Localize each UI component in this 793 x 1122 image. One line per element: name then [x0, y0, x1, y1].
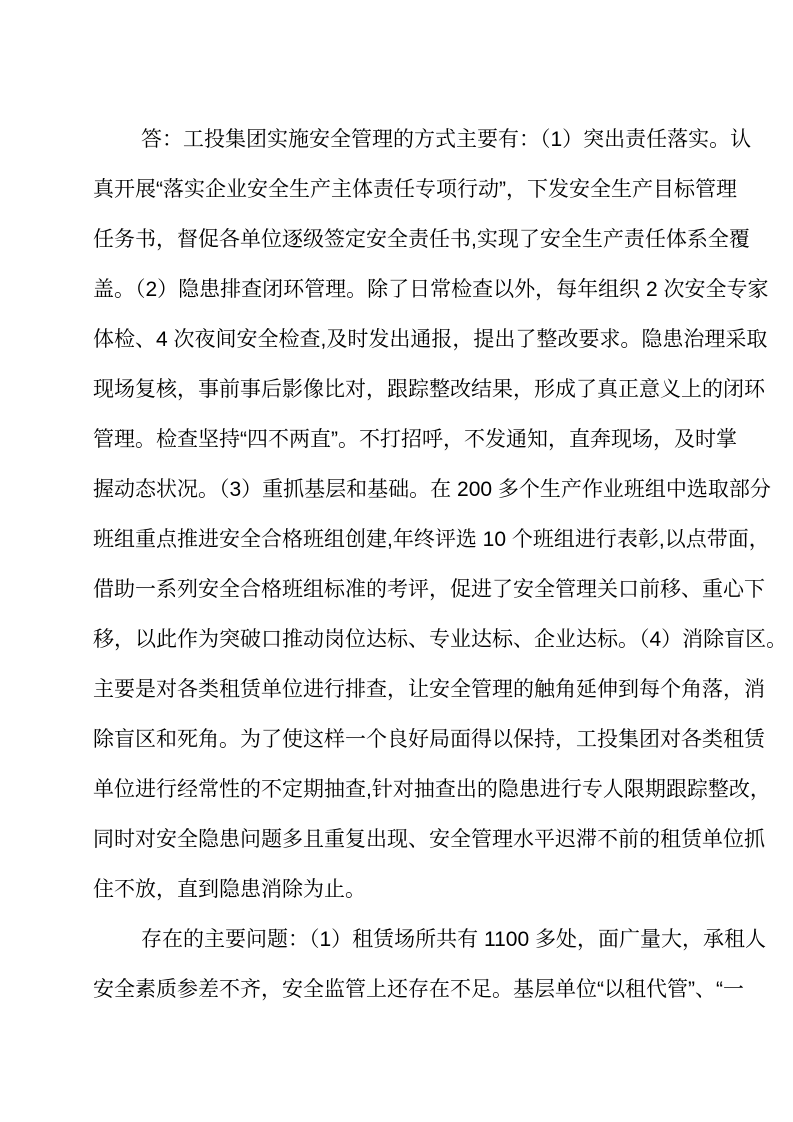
text-line: 握动态状况。（3）重抓基层和基础。在 200 多个生产作业班组中选取部分 — [93, 478, 771, 501]
text-line: 现场复核，事前事后影像比对，跟踪整改结果，形成了真正意义上的闭环 — [93, 378, 765, 401]
text-line: 真开展“落实企业安全生产主体责任专项行动”，下发安全生产目标管理 — [93, 178, 737, 201]
text-line: 住不放，直到隐患消除为止。 — [93, 878, 366, 901]
text-line: 移，以此作为突破口推动岗位达标、专业达标、企业达标。（4）消除盲区。 — [93, 628, 788, 651]
text-line: 主要是对各类租赁单位进行排查，让安全管理的触角延伸到每个角落，消 — [93, 678, 765, 701]
text-line: 盖。（2）隐患排查闭环管理。除了日常检查以外，每年组织 2 次安全专家 — [93, 278, 769, 301]
text-line: 管理。检查坚持“四不两直”。不打招呼，不发通知，直奔现场，及时掌 — [93, 428, 737, 451]
text-line: 同时对安全隐患问题多且重复出现、安全管理水平迟滞不前的租赁单位抓 — [93, 828, 765, 851]
text-line: 除盲区和死角。为了使这样一个良好局面得以保持，工投集团对各类租赁 — [93, 728, 765, 751]
text-line: 安全素质参差不齐，安全监管上还存在不足。基层单位“以租代管”、“一 — [93, 978, 744, 1001]
text-line: 任务书，督促各单位逐级签定安全责任书,实现了安全生产责任体系全覆 — [93, 228, 750, 251]
text-line: 答：工投集团实施安全管理的方式主要有：（1）突出责任落实。认 — [141, 128, 752, 151]
text-line: 班组重点推进安全合格班组创建,年终评选 10 个班组进行表彰,以点带面， — [93, 528, 770, 551]
paragraph-answer — [93, 115, 788, 915]
text-line: 体检、4 次夜间安全检查,及时发出通报，提出了整改要求。隐患治理采取 — [93, 328, 768, 351]
text-line: 单位进行经常性的不定期抽查,针对抽查出的隐患进行专人限期跟踪整改， — [93, 778, 771, 801]
document-text-block — [93, 115, 788, 1015]
text-line: 存在的主要问题：（1）租赁场所共有 1100 多处，面广量大，承租人 — [141, 928, 767, 951]
text-line: 借助一系列安全合格班组标准的考评，促进了安全管理关口前移、重心下 — [93, 578, 765, 601]
paragraph-problems — [93, 915, 767, 1015]
